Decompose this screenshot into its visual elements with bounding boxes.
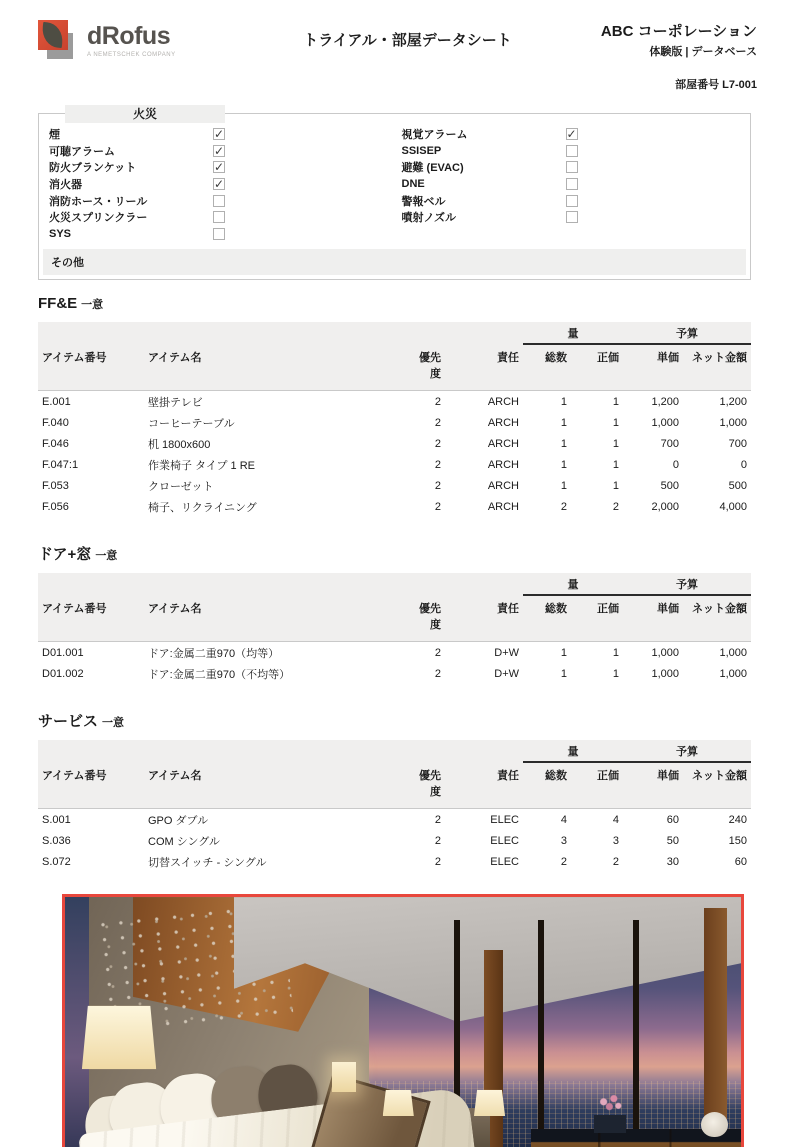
column-header-net_qty: 正価 xyxy=(571,345,623,391)
cell-responsibility: ELEC xyxy=(490,834,519,847)
fire-item-label: 視覚アラーム xyxy=(401,129,468,142)
fire-item-label: 煙 xyxy=(49,129,60,142)
column-header-total: 総数 xyxy=(523,596,571,642)
photo-table-lamp-mid xyxy=(474,1090,505,1116)
fire-panel xyxy=(38,107,751,280)
column-header-responsibility: 責任 xyxy=(445,763,523,809)
cell-item_no: S.072 xyxy=(42,855,71,868)
column-header-unit_price: 単価 xyxy=(623,596,683,642)
section-title xyxy=(38,295,751,313)
cell-net_amount: 150 xyxy=(728,834,747,847)
cell-item_no: F.053 xyxy=(42,479,69,492)
item-tables-container xyxy=(38,295,751,872)
table-row xyxy=(38,851,751,872)
logo-red-square xyxy=(38,20,68,50)
column-header-priority: 優先度 xyxy=(407,596,445,642)
fire-item-checkbox[interactable] xyxy=(566,145,578,157)
cell-net_amount: 240 xyxy=(728,813,747,826)
items-section xyxy=(38,295,751,517)
fire-item-checkbox[interactable] xyxy=(566,195,578,207)
table-row xyxy=(38,412,751,433)
column-header-net_qty: 正価 xyxy=(571,596,623,642)
group-header-quantity: 量 xyxy=(523,322,623,345)
fire-item-row xyxy=(39,159,395,176)
cell-unit_price: 2,000 xyxy=(651,500,679,513)
column-header-priority: 優先度 xyxy=(407,345,445,391)
cell-net_qty: 2 xyxy=(612,500,619,513)
fire-item-row xyxy=(395,143,751,160)
cell-item_name: 椅子、リクライニング xyxy=(148,501,257,514)
items-table xyxy=(38,573,751,684)
fire-item-checkbox[interactable] xyxy=(566,178,578,190)
cell-item_no: F.056 xyxy=(42,500,69,513)
fire-item-checkbox[interactable] xyxy=(566,211,578,223)
cell-item_name: 壁掛テレビ xyxy=(148,396,203,409)
cell-item_name: 切替スイッチ - シングル xyxy=(148,856,267,869)
cell-item_name: COM シングル xyxy=(148,835,220,848)
section-title-suffix: 一意 xyxy=(102,717,125,730)
table-row xyxy=(38,809,751,830)
cell-unit_price: 500 xyxy=(660,479,679,492)
cell-net_amount: 1,000 xyxy=(719,667,747,680)
photo-wall-sconce xyxy=(332,1062,356,1092)
fire-item-checkbox[interactable]: ✓ xyxy=(566,127,577,142)
table-row xyxy=(38,496,751,517)
column-header-item_no: アイテム番号 xyxy=(38,596,144,642)
photo-window-mullion xyxy=(538,920,544,1147)
table-row xyxy=(38,663,751,684)
fire-item-label: 避難 (EVAC) xyxy=(401,162,464,175)
fire-item-checkbox[interactable]: ✓ xyxy=(214,160,225,175)
cell-priority: 2 xyxy=(434,479,441,492)
items-table xyxy=(38,322,751,517)
company-name: ABC コーポレーション xyxy=(600,23,757,40)
cell-net_amount: 0 xyxy=(740,458,747,471)
photo-wood-pillar-right xyxy=(704,908,727,1147)
section-title-suffix: 一意 xyxy=(95,550,118,563)
fire-item-label: 消火器 xyxy=(49,179,82,192)
fire-checklist xyxy=(39,126,750,242)
column-header-item_no: アイテム番号 xyxy=(38,345,144,391)
fire-item-label: SSISEP xyxy=(401,144,442,157)
fire-item-checkbox[interactable] xyxy=(213,228,225,240)
fire-item-checkbox[interactable] xyxy=(213,195,225,207)
cell-item_no: E.001 xyxy=(42,395,71,408)
column-header-net_amount: ネット金額 xyxy=(683,345,751,391)
section-title-main: FF&E xyxy=(38,295,78,313)
database-label: 体験版 | データベース xyxy=(649,46,757,58)
cell-responsibility: ELEC xyxy=(490,813,519,826)
cell-net_qty: 2 xyxy=(612,855,619,868)
group-header-budget: 予算 xyxy=(623,573,751,596)
fire-checklist-left xyxy=(39,126,395,242)
fire-item-row xyxy=(39,176,395,193)
section-title-main: ドア+窓 xyxy=(38,546,92,564)
column-header-unit_price: 単価 xyxy=(623,763,683,809)
column-header-net_qty: 正価 xyxy=(571,763,623,809)
cell-priority: 2 xyxy=(434,416,441,429)
fire-item-row xyxy=(395,209,751,226)
cell-priority: 2 xyxy=(434,646,441,659)
cell-item_no: S.036 xyxy=(42,834,71,847)
fire-item-label: 火災スプリンクラー xyxy=(49,212,148,225)
cell-priority: 2 xyxy=(434,395,441,408)
cell-responsibility: D+W xyxy=(494,646,519,659)
fire-item-checkbox[interactable]: ✓ xyxy=(214,127,225,142)
table-row xyxy=(38,642,751,663)
fire-item-checkbox[interactable] xyxy=(566,161,578,173)
section-title xyxy=(38,710,751,731)
drofus-logo xyxy=(38,20,253,62)
cell-priority: 2 xyxy=(434,458,441,471)
photo-window-mullion xyxy=(633,920,639,1147)
photo-flower-vase xyxy=(594,1093,625,1133)
cell-net_amount: 1,200 xyxy=(719,395,747,408)
cell-responsibility: ARCH xyxy=(487,500,519,513)
cell-item_no: F.046 xyxy=(42,437,69,450)
fire-panel-title: 火災 xyxy=(65,105,225,123)
photo-teapot xyxy=(701,1112,728,1137)
logo-leaf-icon xyxy=(41,22,64,48)
cell-item_name: ドア:金属二重970（不均等） xyxy=(148,668,291,681)
page-header xyxy=(0,0,789,62)
group-header-quantity: 量 xyxy=(523,573,623,596)
fire-item-row xyxy=(395,126,751,143)
room-number: 部屋番号 L7-001 xyxy=(675,79,757,91)
cell-item_no: D01.002 xyxy=(42,667,84,680)
logo-subtext: A NEMETSCHEK COMPANY xyxy=(87,52,176,58)
cell-priority: 2 xyxy=(434,500,441,513)
fire-panel-footer: その他 xyxy=(43,249,746,275)
fire-item-checkbox[interactable]: ✓ xyxy=(214,177,225,192)
column-header-item_name: アイテム名 xyxy=(144,763,407,809)
cell-item_name: 作業椅子 タイプ 1 RE xyxy=(148,459,256,472)
table-row xyxy=(38,830,751,851)
group-header-spacer xyxy=(38,740,523,763)
table-row xyxy=(38,454,751,475)
cell-item_name: GPO ダブル xyxy=(148,814,209,827)
cell-priority: 2 xyxy=(434,855,441,868)
cell-net_amount: 1,000 xyxy=(719,416,747,429)
table-row xyxy=(38,433,751,454)
fire-item-label: DNE xyxy=(401,178,425,191)
cell-item_name: コーヒーテーブル xyxy=(148,417,235,430)
fire-item-checkbox[interactable] xyxy=(213,211,225,223)
photo-table-lamp-left xyxy=(82,1006,156,1070)
fire-item-row xyxy=(39,126,395,143)
cell-priority: 2 xyxy=(434,437,441,450)
cell-net_qty: 1 xyxy=(612,416,619,429)
cell-unit_price: 0 xyxy=(672,458,679,471)
cell-responsibility: ARCH xyxy=(487,479,519,492)
section-title-main: サービス xyxy=(38,713,99,731)
fire-item-row xyxy=(395,159,751,176)
cell-responsibility: D+W xyxy=(494,667,519,680)
cell-total: 1 xyxy=(560,479,567,492)
photo-sideboard xyxy=(531,1129,741,1147)
cell-unit_price: 700 xyxy=(660,437,679,450)
cell-item_no: F.040 xyxy=(42,416,69,429)
items-table xyxy=(38,740,751,872)
cell-item_no: D01.001 xyxy=(42,646,84,659)
photo-table-lamp-mid xyxy=(383,1090,414,1116)
group-header-spacer xyxy=(38,322,523,345)
cell-net_amount: 500 xyxy=(728,479,747,492)
page-title: トライアル・部屋データシート xyxy=(303,32,512,49)
cell-total: 1 xyxy=(560,437,567,450)
cell-net_qty: 1 xyxy=(612,479,619,492)
cell-total: 1 xyxy=(560,646,567,659)
cell-responsibility: ARCH xyxy=(487,395,519,408)
cell-total: 2 xyxy=(560,500,567,513)
cell-net_amount: 700 xyxy=(728,437,747,450)
cell-net_qty: 1 xyxy=(612,395,619,408)
fire-item-label: 防火ブランケット xyxy=(49,162,137,175)
fire-item-row xyxy=(395,192,751,209)
column-header-responsibility: 責任 xyxy=(445,345,523,391)
column-header-total: 総数 xyxy=(523,345,571,391)
column-header-total: 総数 xyxy=(523,763,571,809)
cell-net_qty: 1 xyxy=(612,646,619,659)
cell-unit_price: 60 xyxy=(666,813,679,826)
room-photo-frame xyxy=(62,894,744,1147)
cell-unit_price: 50 xyxy=(666,834,679,847)
cell-total: 1 xyxy=(560,458,567,471)
cell-net_qty: 3 xyxy=(612,834,619,847)
fire-item-row xyxy=(39,209,395,226)
fire-item-row xyxy=(395,176,751,193)
cell-unit_price: 1,000 xyxy=(651,646,679,659)
cell-total: 1 xyxy=(560,667,567,680)
column-header-item_name: アイテム名 xyxy=(144,596,407,642)
cell-item_name: クローゼット xyxy=(148,480,214,493)
cell-item_no: S.001 xyxy=(42,813,71,826)
cell-total: 1 xyxy=(560,416,567,429)
company-block xyxy=(562,20,757,59)
group-header-spacer xyxy=(38,573,523,596)
fire-item-row xyxy=(39,192,395,209)
cell-net_amount: 1,000 xyxy=(719,646,747,659)
section-title-suffix: 一意 xyxy=(81,299,104,312)
cell-total: 3 xyxy=(560,834,567,847)
column-header-net_amount: ネット金額 xyxy=(683,596,751,642)
cell-net_amount: 60 xyxy=(734,855,747,868)
cell-unit_price: 1,200 xyxy=(651,395,679,408)
cell-net_qty: 4 xyxy=(612,813,619,826)
column-header-unit_price: 単価 xyxy=(623,345,683,391)
items-section xyxy=(38,543,751,684)
cell-priority: 2 xyxy=(434,813,441,826)
cell-responsibility: ELEC xyxy=(490,855,519,868)
cell-total: 2 xyxy=(560,855,567,868)
drofus-logo-icon xyxy=(38,20,78,62)
cell-unit_price: 1,000 xyxy=(651,416,679,429)
group-header-quantity: 量 xyxy=(523,740,623,763)
cell-total: 1 xyxy=(560,395,567,408)
cell-priority: 2 xyxy=(434,834,441,847)
room-photo xyxy=(62,894,744,1147)
logo-text-block xyxy=(87,20,176,62)
group-header-budget: 予算 xyxy=(623,740,751,763)
cell-priority: 2 xyxy=(434,667,441,680)
column-header-priority: 優先度 xyxy=(407,763,445,809)
items-section xyxy=(38,710,751,872)
cell-item_name: ドア:金属二重970（均等） xyxy=(148,647,280,660)
logo-text: dRofus xyxy=(87,22,171,50)
table-row xyxy=(38,391,751,412)
cell-responsibility: ARCH xyxy=(487,416,519,429)
column-header-net_amount: ネット金額 xyxy=(683,763,751,809)
cell-responsibility: ARCH xyxy=(487,458,519,471)
cell-item_name: 机 1800x600 xyxy=(148,438,211,451)
fire-checklist-right xyxy=(395,126,751,242)
cell-unit_price: 30 xyxy=(666,855,679,868)
column-header-responsibility: 責任 xyxy=(445,596,523,642)
fire-item-row xyxy=(39,226,395,243)
fire-item-label: 消防ホース・リール xyxy=(49,195,148,208)
column-header-item_no: アイテム番号 xyxy=(38,763,144,809)
fire-item-row xyxy=(39,143,395,160)
cell-net_qty: 1 xyxy=(612,437,619,450)
fire-item-label: 可聴アラーム xyxy=(49,145,115,158)
cell-unit_price: 1,000 xyxy=(651,667,679,680)
fire-item-label: 警報ベル xyxy=(401,195,446,208)
section-title xyxy=(38,543,751,564)
cell-responsibility: ARCH xyxy=(487,437,519,450)
cell-net_qty: 1 xyxy=(612,458,619,471)
fire-item-label: SYS xyxy=(49,227,72,240)
fire-item-label: 噴射ノズル xyxy=(401,212,457,225)
fire-item-checkbox[interactable]: ✓ xyxy=(214,143,225,158)
cell-net_qty: 1 xyxy=(612,667,619,680)
cell-net_amount: 4,000 xyxy=(719,500,747,513)
column-header-item_name: アイテム名 xyxy=(144,345,407,391)
cell-item_no: F.047:1 xyxy=(42,458,79,471)
table-row xyxy=(38,475,751,496)
cell-total: 4 xyxy=(560,813,567,826)
group-header-budget: 予算 xyxy=(623,322,751,345)
